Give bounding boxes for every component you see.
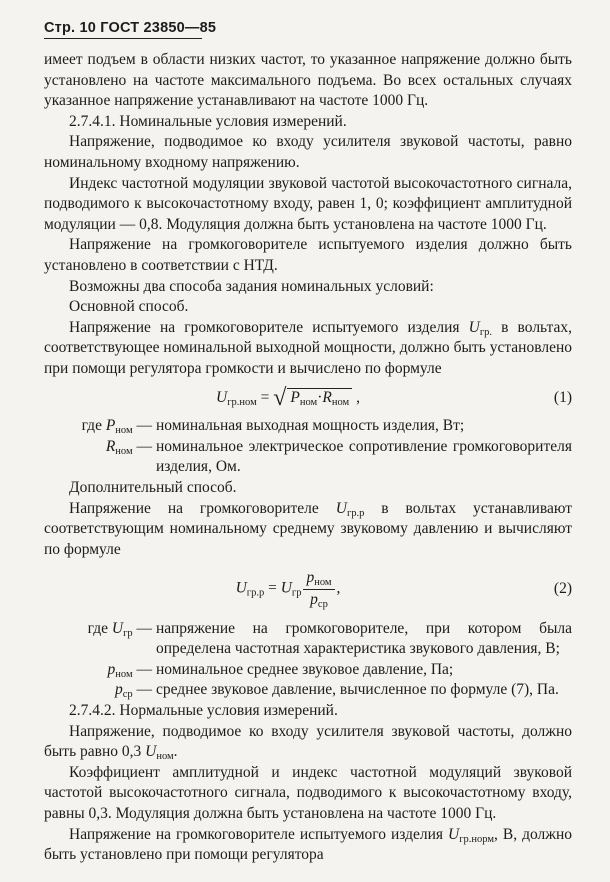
paragraph-modulation-index: Индекс частотной модуляции звуковой частотой высокочастотного сигнала, подводимого к высокочастотному входу, равен 1, 0; коэффициент амплитудной модуляции — 0,8. Модуляция должна быть установлена на частоте 1000 Гц. <box>44 174 572 233</box>
paragraph-additional-method: Дополнительный способ. <box>69 479 237 497</box>
formula-2-expression: $U_{гр.р} = U_{гр}$ $\frac{p_{ном}}{p_{ср}}$ , <box>235 569 341 610</box>
formula-1-expression: $U_{гр.ном}$ = √ $P_{ном}\cdot R_{ном}$ , <box>216 384 360 411</box>
paragraph-main-method: Основной способ. <box>69 298 189 316</box>
paragraph-normal-modulation: Коэффициент амплитудной и индекс частотной модуляций звуковой частотой высокочастотного сигнала, подводимого к высокочастотному входу, равны 0,3. Модуляция должна быть установлена на частоте 1000 Гц. <box>44 763 572 822</box>
section-2-7-4-1-heading: 2.7.4.1. Номинальные условия измерений. <box>69 112 347 130</box>
section-2-7-4-2-heading: 2.7.4.2. Нормальные условия измерений. <box>69 701 338 719</box>
paragraph-speaker-voltage: Напряжение на громкоговорителе испытуемого изделия должно быть установлено в соответствии с НТД. <box>44 236 572 274</box>
where-p-nom-pressure: $p_{ном}$ — номинальное среднее звуковое давление, Па; <box>107 660 454 680</box>
fraction: $\frac{p_{ном}}{p_{ср}}$ <box>303 568 334 610</box>
paragraph-normal-speaker-voltage: Напряжение на громкоговорителе испытуемого изделия $U_{гр.норм}$, В, должно быть установлено при помощи регулятора <box>44 825 572 864</box>
where-u-gr: где $U_{гр}$ — напряжение на громкоговорителе, при котором была определена частотная характеристика звукового давления, В; <box>87 619 572 658</box>
paragraph-normal-input-voltage: Напряжение, подводимое ко входу усилителя звуковой частоты, должно быть равно 0,3 $U_{ном}$. <box>44 722 572 763</box>
where-r-nom: $R_{ном}$ — номинальное электрическое сопротивление громкоговорителя изделия, Ом. <box>105 437 572 476</box>
document-body <box>44 50 572 866</box>
formula-1 <box>44 384 572 411</box>
radicand: $P_{ном}\cdot R_{ном}$ <box>287 388 352 406</box>
formula-2 <box>44 568 572 610</box>
paragraph-main-method-text: Напряжение на громкоговорителе испытуемого изделия $U_{гр.}$ в вольтах, соответствующее номинальной выходной мощности, должно быть установлено при помощи регулятора громкости и вычислено по формуле <box>44 318 573 377</box>
sqrt-sign: √ <box>273 384 287 411</box>
formula-2-number: (2) <box>553 580 572 598</box>
header-rule <box>44 38 202 39</box>
paragraph-input-voltage: Напряжение, подводимое ко входу усилителя звуковой частоты, равно номинальному входному напряжению. <box>44 133 572 171</box>
paragraph-two-methods: Возможны два способа задания номинальных условий: <box>69 277 434 295</box>
page-header: Стр. 10 ГОСТ 23850—85 <box>44 20 217 36</box>
paragraph-continuation: имеет подъем в области низких частот, то указанное напряжение должно быть установлено на частоте максимального подъема. Во всех остальных случаях указанное напряжение устанавливают на частоте 1000 Гц. <box>44 51 572 110</box>
where-p-nom: где $P_{ном}$ — номинальная выходная мощность изделия, Вт; <box>81 417 465 437</box>
paragraph-additional-method-text: Напряжение на громкоговорителе $U_{гр.р}$ в вольтах устанавливают соответствующим номинальному среднему звуковому давлению и вычисляют по формуле <box>44 499 572 558</box>
formula-1-number: (1) <box>553 388 572 406</box>
where-p-sr: $p_{ср}$ — среднее звуковое давление, вычисленное по формуле (7), Па. <box>114 681 559 701</box>
